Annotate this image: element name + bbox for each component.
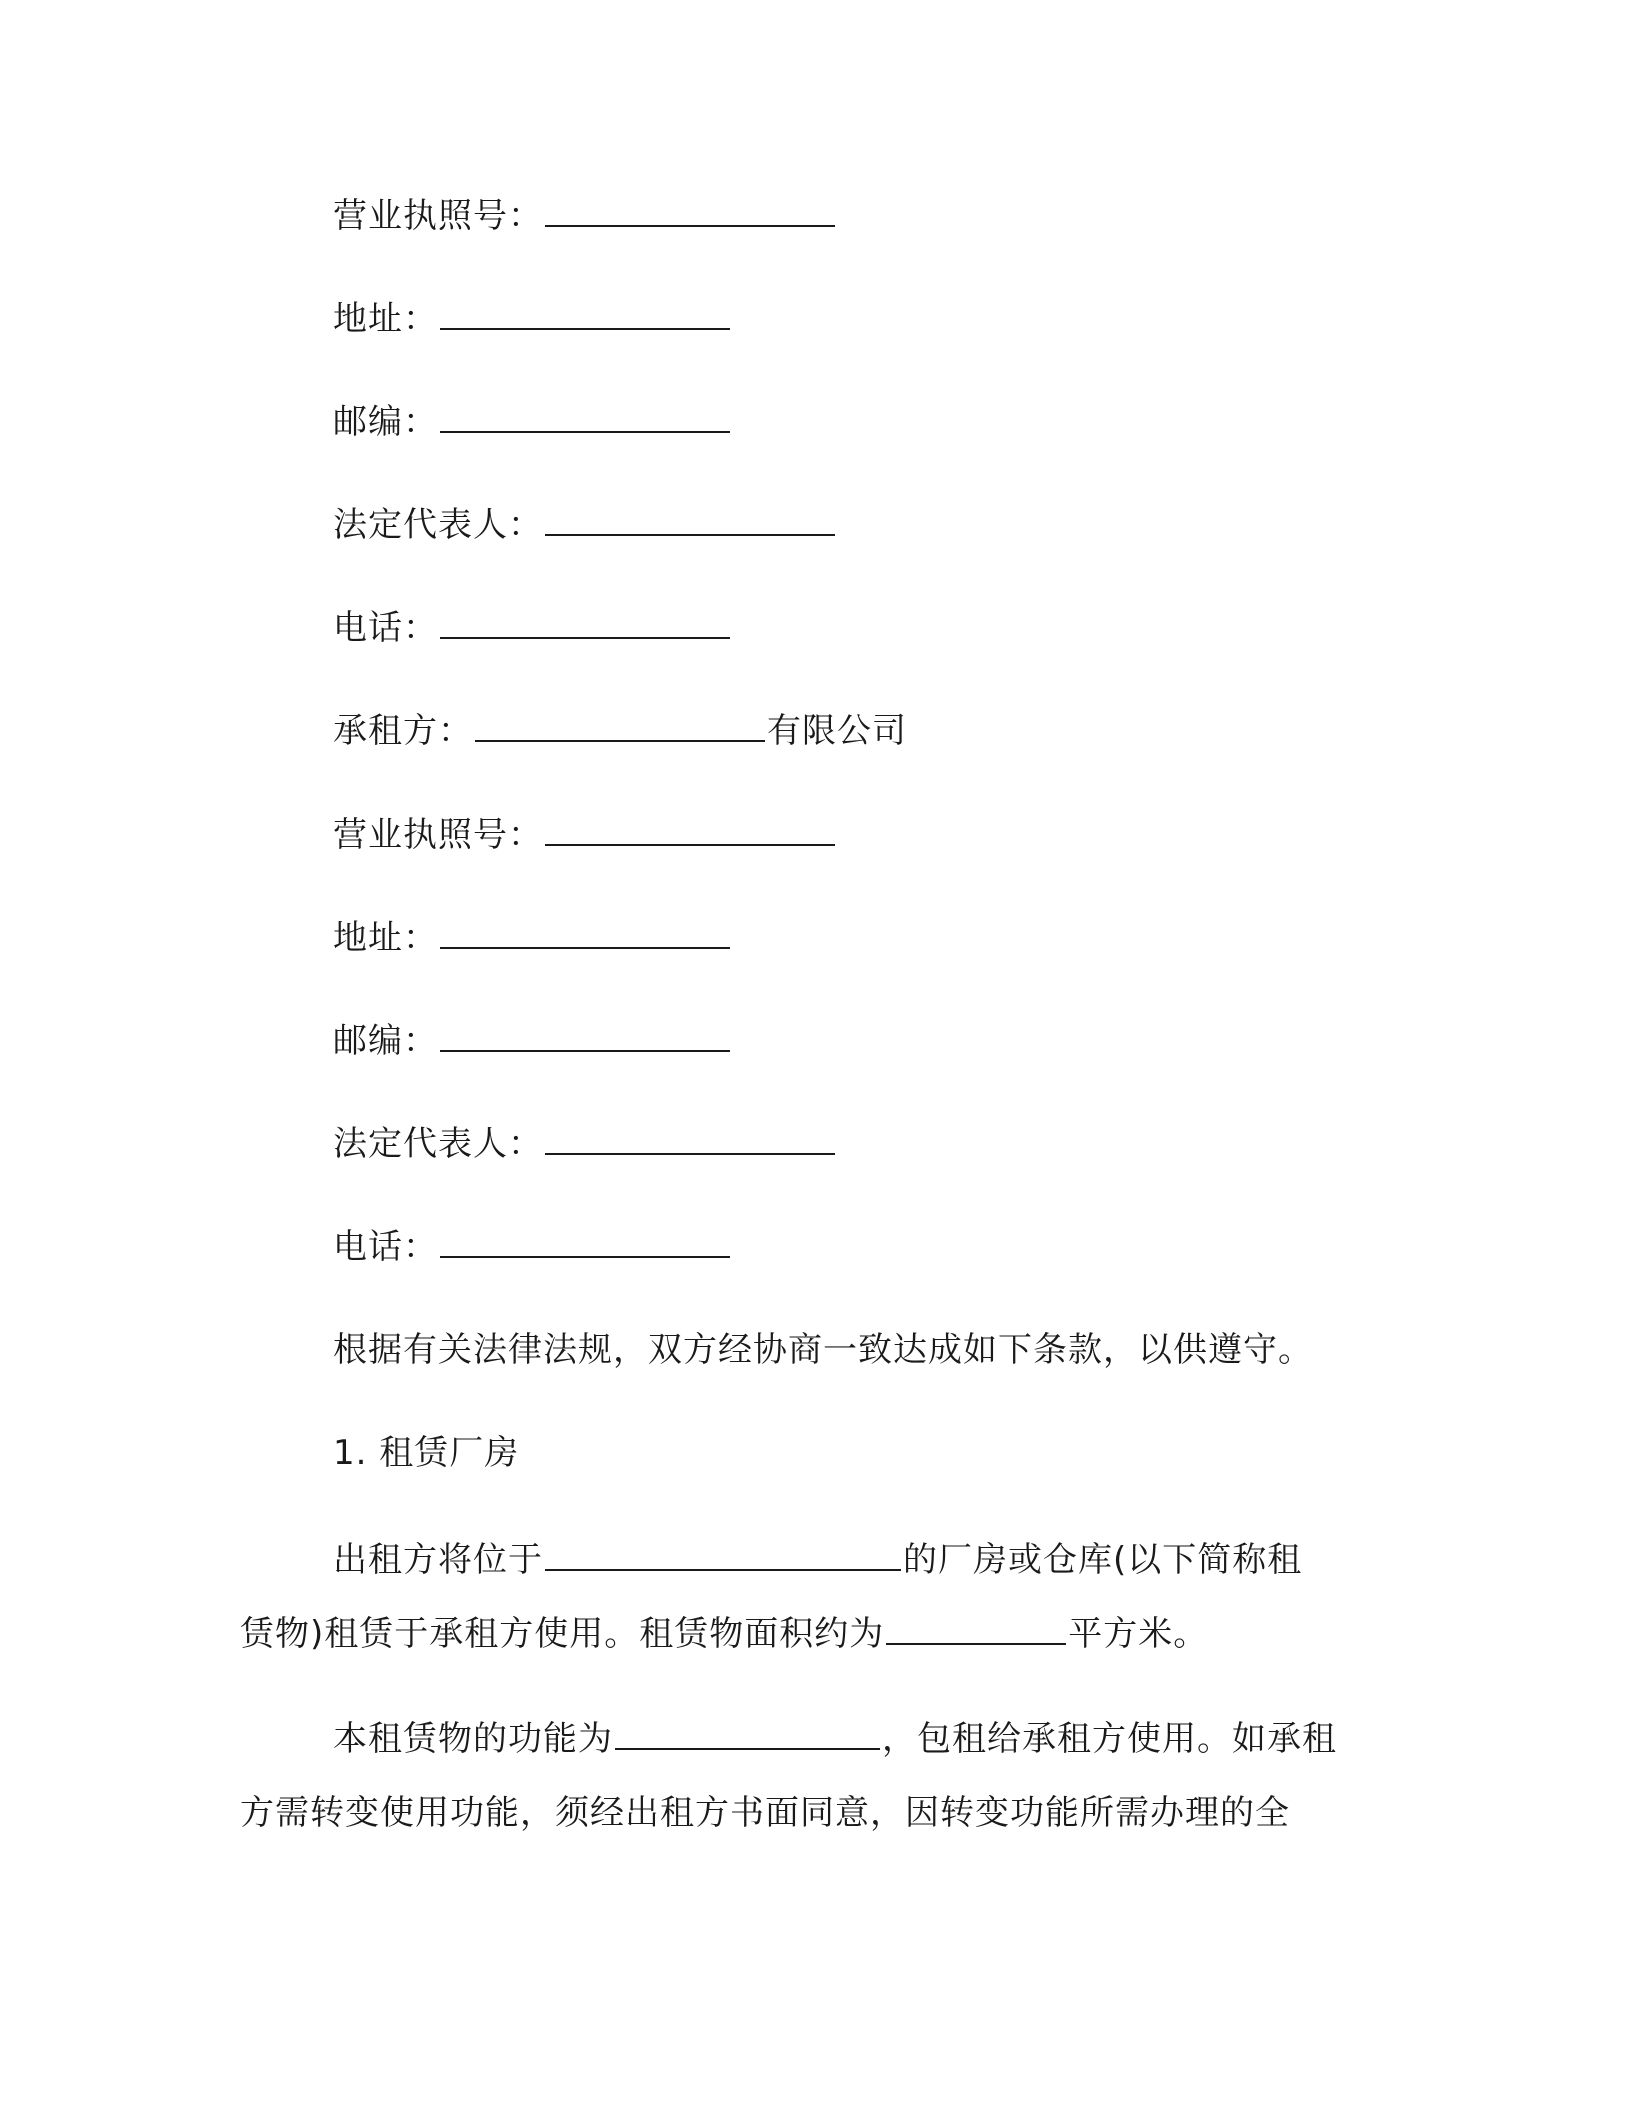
lessee-phone-blank (440, 1230, 730, 1258)
para1-text-a: 出租方将位于 (333, 1540, 543, 1580)
section-1-heading: 1. 租赁厂房 (333, 1433, 520, 1473)
lessee-phone-line (333, 1227, 732, 1267)
lessor-phone-line (333, 608, 732, 648)
area-blank (886, 1617, 1066, 1645)
lessee-postcode-line (333, 1021, 732, 1061)
para1-text-d: 平方米。 (1068, 1614, 1209, 1654)
para1-text-b: 的厂房或仓库(以下简称租 (903, 1540, 1303, 1580)
lessor-address-line (333, 299, 732, 339)
section-1-para-1-line-2 (240, 1614, 1208, 1654)
location-blank (545, 1543, 901, 1571)
lessee-address-line (333, 918, 732, 958)
lessee-postcode-label: 邮编： (333, 1021, 438, 1061)
lessee-phone-label: 电话： (333, 1227, 438, 1267)
lessor-phone-label: 电话： (333, 608, 438, 648)
preamble-paragraph: 根据有关法律法规，双方经协商一致达成如下条款，以供遵守。 (333, 1330, 1313, 1370)
section-1-para-2-line-1 (333, 1719, 1337, 1759)
lessor-postcode-line (333, 402, 732, 442)
lessor-address-label: 地址： (333, 299, 438, 339)
section-1-para-1-line-1 (333, 1540, 1302, 1580)
lessee-name-line (333, 711, 907, 751)
lessor-postcode-label: 邮编： (333, 402, 438, 442)
para2-text-a: 本租赁物的功能为 (333, 1719, 613, 1759)
section-1-para-2-line-2: 方需转变使用功能，须经出租方书面同意，因转变功能所需办理的全 (240, 1793, 1290, 1833)
lessee-postcode-blank (440, 1024, 730, 1052)
para1-text-c: 赁物)租赁于承租方使用。租赁物面积约为 (240, 1614, 885, 1654)
lessee-name-label: 承租方： (333, 711, 473, 751)
para2-text-b: ，包租给承租方使用。如承租 (882, 1719, 1337, 1759)
lessor-license-blank (545, 199, 835, 227)
lessee-name-suffix: 有限公司 (767, 711, 907, 751)
lessor-address-blank (440, 302, 730, 330)
lessor-phone-blank (440, 611, 730, 639)
lessee-legal-rep-label: 法定代表人： (333, 1124, 543, 1164)
lessee-license-line (333, 815, 837, 855)
function-blank (615, 1722, 880, 1750)
lessee-name-blank (475, 714, 765, 742)
lessor-legal-rep-blank (545, 508, 835, 536)
lessee-address-label: 地址： (333, 918, 438, 958)
lessor-legal-rep-label: 法定代表人： (333, 505, 543, 545)
lessee-license-blank (545, 818, 835, 846)
lessor-postcode-blank (440, 405, 730, 433)
lessee-legal-rep-blank (545, 1127, 835, 1155)
lessor-license-label: 营业执照号： (333, 196, 543, 236)
lessee-address-blank (440, 921, 730, 949)
lessee-license-label: 营业执照号： (333, 815, 543, 855)
lessor-license-line (333, 196, 837, 236)
lessee-legal-rep-line (333, 1124, 837, 1164)
lessor-legal-rep-line (333, 505, 837, 545)
